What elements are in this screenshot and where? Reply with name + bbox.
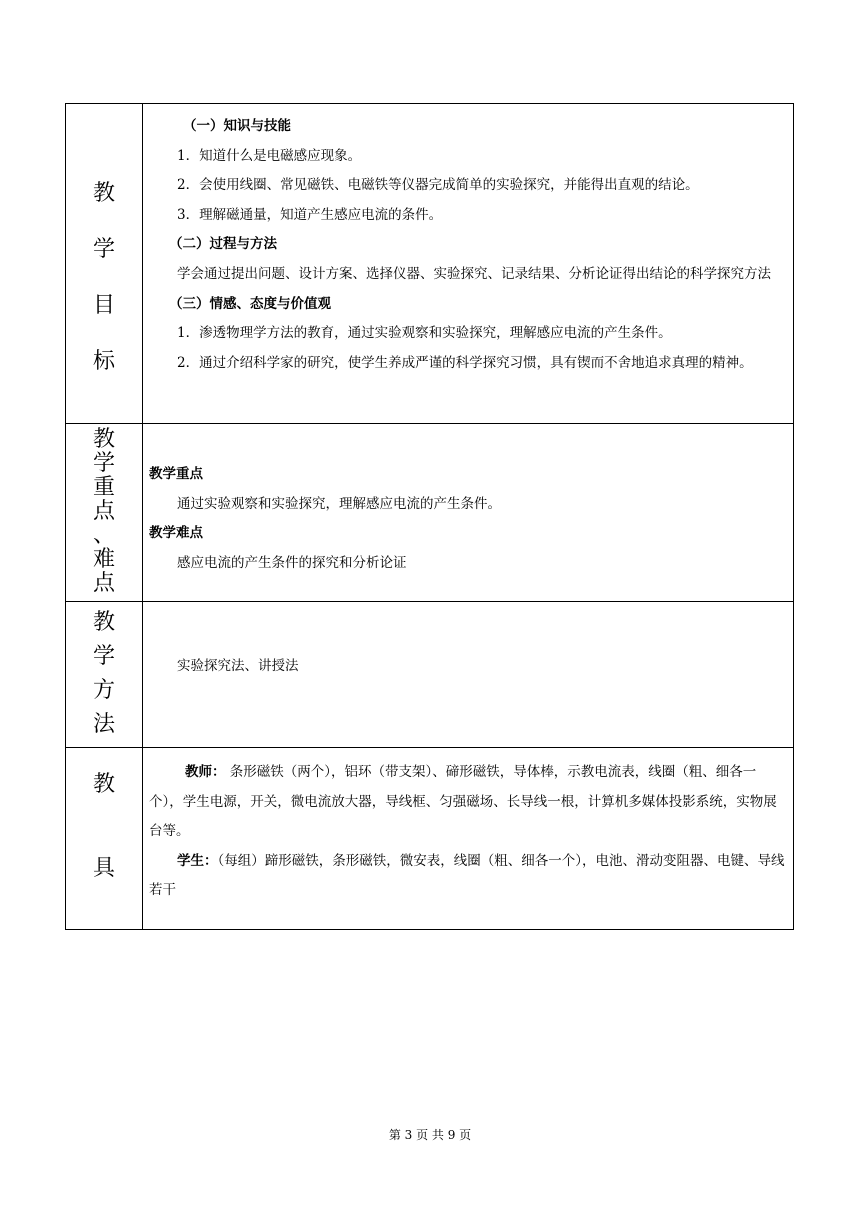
lesson-plan-table <box>65 103 794 930</box>
section-heading: （二）过程与方法 <box>169 236 277 253</box>
tools-row <box>66 748 794 930</box>
section-heading: （三）情感、态度与价值观 <box>169 295 331 312</box>
key-point-text: 通过实验观察和实验探究，理解感应电流的产生条件。 <box>177 495 501 512</box>
label-char: 目 <box>92 293 115 318</box>
label-char: 点 <box>92 571 115 596</box>
page-number: 第 3 页 共 9 页 <box>388 1128 472 1142</box>
student-tools-text: （每组）蹄形磁铁，条形磁铁，微安表，线圈（粗、细各一个），电池、滑动变阻器、电键、导线若干 <box>149 852 785 899</box>
objective-item: 3．理解磁通量，知道产生感应电流的条件。 <box>177 206 443 223</box>
methods-row <box>66 602 794 748</box>
objective-item: 1．渗透物理学方法的教育，通过实验观察和实验探究，理解感应电流的产生条件。 <box>177 325 672 342</box>
focus-content <box>143 424 794 602</box>
methods-content <box>143 602 794 748</box>
label-char: 重 <box>92 475 115 500</box>
difficult-point-text: 感应电流的产生条件的探究和分析论证 <box>177 554 407 571</box>
label-char: 方 <box>92 678 115 703</box>
methods-label <box>66 602 143 748</box>
teacher-tools-text: 条形磁铁（两个），铝环（带支架）、碲形磁铁，导体棒，示教电流表，线圈（粗、细各一个），学生电源，开关，微电流放大器，导线框、匀强磁场、长导线一根，计算机多媒体投影系统，实物展台等。 <box>149 764 777 840</box>
label-char: 学 <box>92 644 115 669</box>
focus-row <box>66 424 794 602</box>
objectives-label <box>66 104 143 424</box>
tools-label <box>66 748 143 930</box>
focus-label <box>66 424 143 602</box>
key-point-title: 教学重点 <box>149 466 203 482</box>
teacher-tools <box>149 758 787 847</box>
label-char: 、 <box>92 523 115 548</box>
label-char: 教 <box>92 610 115 635</box>
label-char: 教 <box>92 772 115 797</box>
objectives-row <box>66 104 794 424</box>
student-tools-title: 学生： <box>177 852 218 869</box>
label-char: 具 <box>92 856 115 881</box>
label-char: 法 <box>92 712 115 737</box>
student-tools <box>149 847 787 906</box>
objectives-content <box>143 104 794 424</box>
objective-item: 2．会使用线圈、常见磁铁、电磁铁等仪器完成简单的实验探究，并能得出直观的结论。 <box>177 177 699 194</box>
tools-content <box>143 748 794 930</box>
section-heading: （一）知识与技能 <box>183 118 291 134</box>
difficult-point-title: 教学难点 <box>149 525 203 542</box>
teacher-tools-title: 教师： <box>185 764 226 780</box>
label-char: 点 <box>92 499 115 524</box>
label-char: 难 <box>92 547 115 572</box>
objective-paragraph: 2．通过介绍科学家的研究，使学生养成严谨的科学探究习惯，具有锲而不舍地追求真理的精神。 <box>177 354 753 371</box>
methods-text: 实验探究法、讲授法 <box>177 658 299 674</box>
label-char: 标 <box>92 349 115 374</box>
objective-paragraph: 学会通过提出问题、设计方案、选择仪器、实验探究、记录结果、分析论证得出结论的科学探究方法 <box>177 265 771 282</box>
label-char: 学 <box>92 237 115 262</box>
label-char: 教 <box>92 181 115 206</box>
label-char: 教 <box>92 427 115 452</box>
objective-item: 1．知道什么是电磁感应现象。 <box>177 147 362 164</box>
label-char: 学 <box>92 451 115 476</box>
